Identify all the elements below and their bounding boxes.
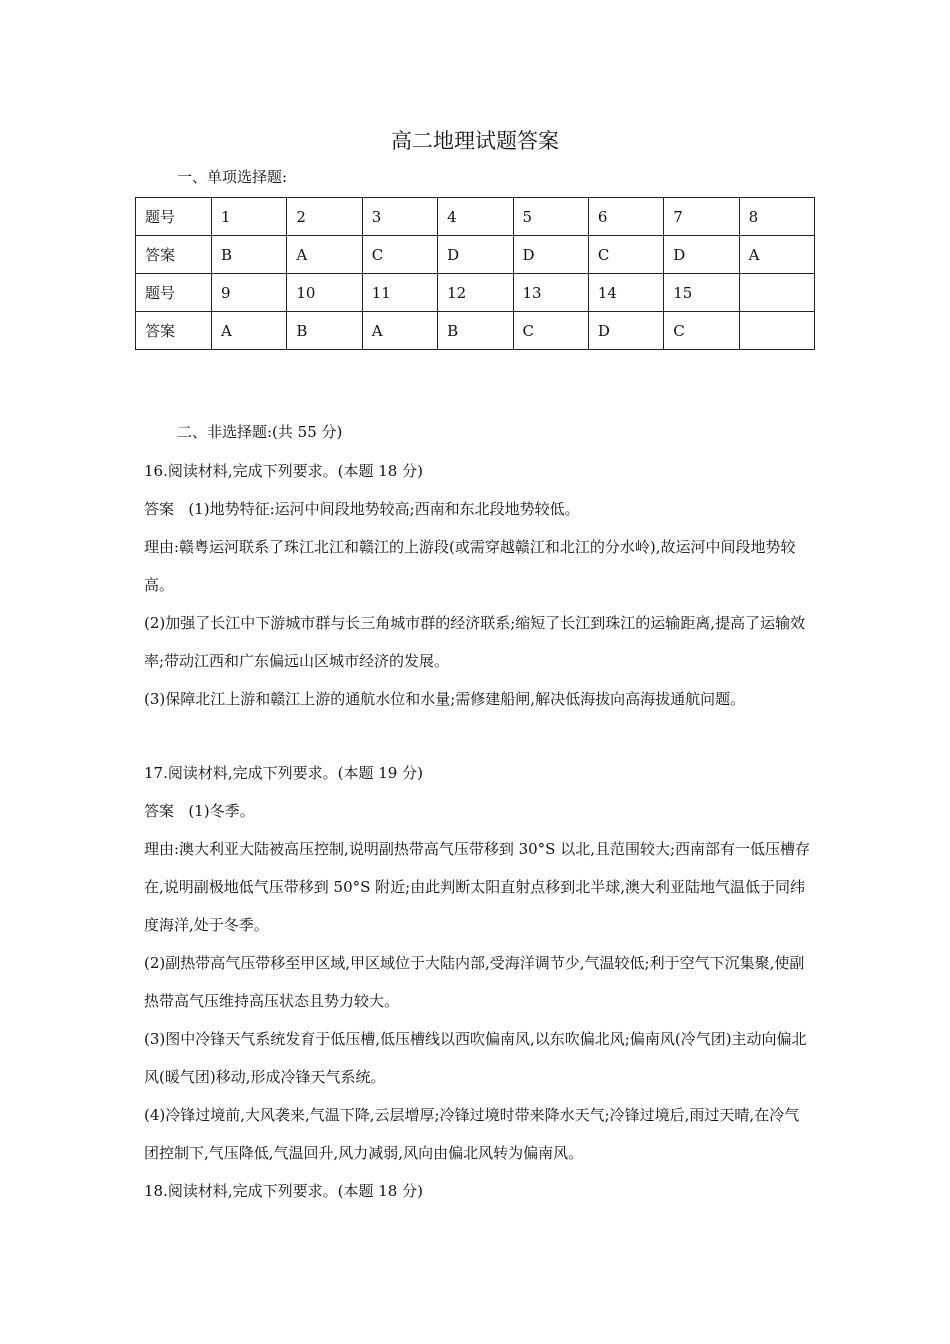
- table-cell: 10: [287, 274, 362, 312]
- table-cell: 13: [513, 274, 588, 312]
- section-2-label: 二、非选择题:(共 55 分): [177, 423, 343, 441]
- row-header-cell: 题号: [136, 198, 212, 236]
- q17-answer-line: [144, 792, 812, 830]
- table-cell: D: [438, 236, 513, 274]
- table-cell: C: [664, 312, 739, 350]
- q16-part-2: (2)加强了长江中下游城市群与长三角城市群的经济联系;缩短了长江到珠江的运输距离,提高了运输效率;带动江西和广东偏远山区城市经济的发展。: [144, 614, 806, 670]
- table-cell: A: [739, 236, 814, 274]
- table-cell: B: [438, 312, 513, 350]
- table-row: [136, 274, 815, 312]
- q17-heading: 17.阅读材料,完成下列要求。(本题 19 分): [144, 764, 423, 782]
- table-cell: C: [513, 312, 588, 350]
- table-cell: D: [588, 312, 663, 350]
- table-cell: 6: [588, 198, 663, 236]
- q16-answer-line: [144, 490, 812, 528]
- table-cell: 2: [287, 198, 362, 236]
- table-cell: 4: [438, 198, 513, 236]
- table-cell: 11: [362, 274, 437, 312]
- spacer: [144, 718, 812, 754]
- table-cell: 5: [513, 198, 588, 236]
- q17-part-3: (3)图中冷锋天气系统发育于低压槽,低压槽线以西吹偏南风,以东吹偏北风;偏南风(冷气团)主动向偏北风(暖气团)移动,形成冷锋天气系统。: [144, 1030, 807, 1086]
- q17-part-2: (2)副热带高气压带移至甲区域,甲区域位于大陆内部,受海洋调节少,气温较低;利于空气下沉集聚,使副热带高气压维持高压状态且势力较大。: [144, 954, 805, 1010]
- q16-reason: 理由:赣粤运河联系了珠江北江和赣江的上游段(或需穿越赣江和北江的分水岭),故运河中间段地势较高。: [144, 538, 796, 594]
- table-cell: 15: [664, 274, 739, 312]
- answer-table: [135, 197, 815, 350]
- section-1-label: 一、单项选择题:: [177, 168, 288, 186]
- q17-reason: 理由:澳大利亚大陆被高压控制,说明副热带高气压带移到 30°S 以北,且范围较大;西南部有一低压槽存在,说明副极地低气压带移到 50°S 附近;由此判断太阳直射点移到北半球,澳大利亚陆地气温低于同纬度海洋,处于冬季。: [144, 840, 811, 934]
- table-cell: 3: [362, 198, 437, 236]
- q16-heading: 16.阅读材料,完成下列要求。(本题 18 分): [144, 462, 423, 480]
- table-row: [136, 312, 815, 350]
- q16-part-1: (1)地势特征:运河中间段地势较高;西南和东北段地势较低。: [188, 500, 580, 518]
- table-cell: A: [212, 312, 287, 350]
- table-cell: 1: [212, 198, 287, 236]
- table-row: [136, 236, 815, 274]
- answer-body: [144, 452, 812, 1210]
- table-cell: C: [362, 236, 437, 274]
- table-cell: [739, 274, 814, 312]
- q17-part-4: (4)冷锋过境前,大风袭来,气温下降,云层增厚;冷锋过境时带来降水天气;冷锋过境后,雨过天晴,在冷气团控制下,气压降低,气温回升,风力减弱,风向由偏北风转为偏南风。: [144, 1106, 800, 1162]
- table-cell: 8: [739, 198, 814, 236]
- table-cell: 14: [588, 274, 663, 312]
- q17-answer-prefix: 答案: [144, 802, 175, 820]
- table-cell: D: [664, 236, 739, 274]
- table-cell: B: [287, 312, 362, 350]
- table-cell: C: [588, 236, 663, 274]
- table-row: [136, 198, 815, 236]
- table-cell: 9: [212, 274, 287, 312]
- table-cell: A: [362, 312, 437, 350]
- table-cell: [739, 312, 814, 350]
- table-cell: A: [287, 236, 362, 274]
- q16-answer-prefix: 答案: [144, 500, 175, 518]
- row-header-cell: 答案: [136, 236, 212, 274]
- table-cell: 12: [438, 274, 513, 312]
- q18-heading: 18.阅读材料,完成下列要求。(本题 18 分): [144, 1182, 423, 1200]
- table-cell: D: [513, 236, 588, 274]
- page-title: 高二地理试题答案: [391, 129, 559, 153]
- q17-part-1: (1)冬季。: [188, 802, 255, 820]
- table-cell: 7: [664, 198, 739, 236]
- row-header-cell: 答案: [136, 312, 212, 350]
- q16-part-3: (3)保障北江上游和赣江上游的通航水位和水量;需修建船闸,解决低海拔向高海拔通航问题。: [144, 690, 746, 708]
- table-cell: B: [212, 236, 287, 274]
- row-header-cell: 题号: [136, 274, 212, 312]
